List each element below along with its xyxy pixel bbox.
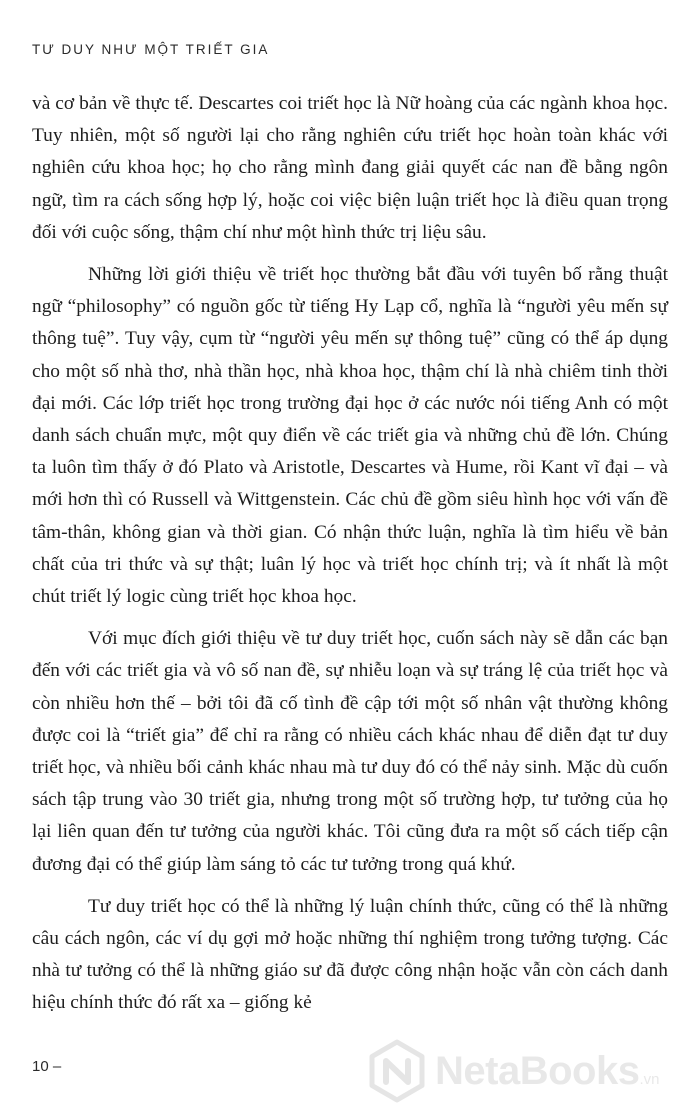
watermark bbox=[365, 1032, 695, 1110]
paragraph-4: Tư duy triết học có thể là những lý luận chính thức, cũng có thể là những câu cách ngôn, các ví dụ gợi mở hoặc những thí nghiệm trong tưởng tượng. Các nhà tư tưởng có thể là những giáo sư đã được công nhận hoặc vẫn còn cách danh hiệu chính thức đó rất xa – giống kẻ bbox=[32, 895, 668, 1014]
watermark-text bbox=[435, 1049, 659, 1094]
watermark-brand: NetaBooks bbox=[435, 1048, 640, 1093]
paragraph-3: Với mục đích giới thiệu về tư duy triết học, cuốn sách này sẽ dẫn các bạn đến với các triết gia và vô số nan đề, sự nhiễu loạn và sự tráng lệ của triết học và còn nhiều hơn thế – bởi tôi đã cố tình đề cập tới một số nhân vật thường không được coi là “triết gia” để chỉ ra rằng có nhiều cách khác nhau để diễn đạt tư duy triết học, và nhiều bối cảnh khác nhau mà tư duy đó có thể nảy sinh. Mặc dù cuốn sách tập trung vào 30 triết gia, nhưng trong một số trường hợp, tư tưởng của họ lại liên quan đến tư tưởng của người khác. Tôi cũng đưa ra một số cách tiếp cận đương đại có thể giúp làm sáng tỏ các tư tưởng trong quá khứ. bbox=[32, 628, 668, 875]
body-text bbox=[32, 88, 668, 1020]
netabooks-logo-icon bbox=[365, 1039, 429, 1103]
paragraph-1: và cơ bản về thực tế. Descartes coi triết học là Nữ hoàng của các ngành khoa học. Tuy nhiên, một số người lại cho rằng nghiên cứu triết học hoàn toàn khác với nghiên cứu khoa học; họ cho rằng mình đang giải quyết các nan đề bằng ngôn ngữ, tìm ra cách sống hợp lý, hoặc coi việc biện luận triết học là điều quan trọng đối với cuộc sống, thậm chí như một hình thức trị liệu sâu. bbox=[32, 93, 668, 243]
watermark-suffix: .vn bbox=[639, 1070, 660, 1088]
page-number: 10 – bbox=[32, 1058, 62, 1075]
running-head: TƯ DUY NHƯ MỘT TRIẾT GIA bbox=[32, 42, 270, 57]
paragraph-2: Những lời giới thiệu về triết học thường bắt đầu với tuyên bố rằng thuật ngữ “philosophy” có nguồn gốc từ tiếng Hy Lạp cổ, nghĩa là “người yêu mến sự thông tuệ”. Tuy vậy, cụm từ “người yêu mến sự thông tuệ” cũng có thể áp dụng cho một số nhà thơ, nhà thần học, nhà khoa học, thậm chí là nhà chiêm tinh thời đại mới. Các lớp triết học trong trường đại học ở các nước nói tiếng Anh có một danh sách chuẩn mực, một quy điển về các triết gia và những chủ đề lớn. Chúng ta luôn tìm thấy ở đó Plato và Aristotle, Descartes và Hume, rồi Kant vĩ đại – và mới hơn thì có Russell và Wittgenstein. Các chủ đề gồm siêu hình học với vấn đề tâm-thân, không gian và thời gian. Có nhận thức luận, nghĩa là tìm hiểu về bản chất của tri thức và sự thật; luân lý học và triết học chính trị; và ít nhất là một chút triết lý logic cùng triết học khoa học. bbox=[32, 264, 668, 608]
